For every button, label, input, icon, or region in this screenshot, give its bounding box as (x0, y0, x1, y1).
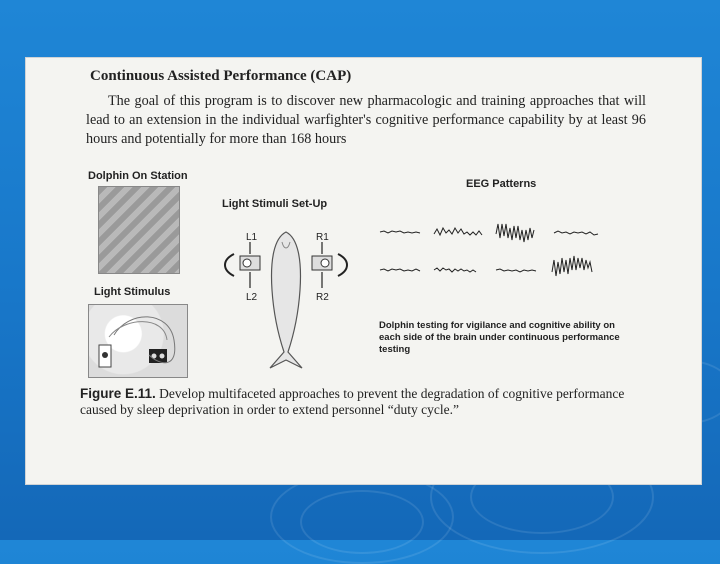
light-stimuli-setup-diagram (216, 220, 356, 370)
eye-label-r2: R2 (316, 292, 329, 303)
eeg-caption: Dolphin testing for vigilance and cognitive ability on each side of the brain under continuous performance testing (379, 320, 620, 355)
scanned-document (26, 58, 701, 484)
light-stimulus-label: Light Stimulus (94, 286, 171, 298)
eye-label-r1: R1 (316, 232, 329, 243)
eeg-trace-row2-d (552, 256, 592, 276)
document-title: Continuous Assisted Performance (CAP) (90, 68, 352, 84)
figure-caption-text: Develop multifaceted approaches to prevent the degradation of cognitive performance caused by sleep deprivation in order to extend personnel “duty cycle.” (80, 386, 625, 417)
eye-label-l1: L1 (246, 232, 258, 243)
eeg-trace-row2-c (496, 269, 536, 272)
light-stimulus-device-sketch (89, 305, 187, 377)
eeg-patterns-label: EEG Patterns (466, 178, 537, 190)
dolphin-on-station-photo (98, 186, 180, 274)
figure-caption (80, 386, 640, 418)
dolphin-on-station-label: Dolphin On Station (88, 170, 188, 182)
eeg-trace-row1-b (434, 228, 482, 235)
background-ripple (300, 490, 424, 554)
eeg-patterns-traces (376, 218, 621, 298)
eeg-trace-row2-b (434, 268, 476, 272)
eye-label-l2: L2 (246, 292, 258, 303)
light-stimuli-setup-label: Light Stimuli Set-Up (222, 198, 328, 210)
eeg-trace-row1-d (554, 231, 598, 235)
program-goal-text: The goal of this program is to discover new pharmacologic and training approaches that will lead to an extension in the individual warfighter's cognitive performance capability by at least 96 hours and potentially for more than 168 hours (86, 93, 646, 147)
light-stimulus-photo (88, 304, 188, 378)
eeg-trace-row2-a (380, 269, 420, 271)
dolphin-outline (270, 232, 302, 368)
figure-label: Figure E.11. (80, 386, 156, 401)
eeg-trace-row1-a (380, 231, 420, 233)
eeg-trace-row1-c (496, 224, 534, 242)
